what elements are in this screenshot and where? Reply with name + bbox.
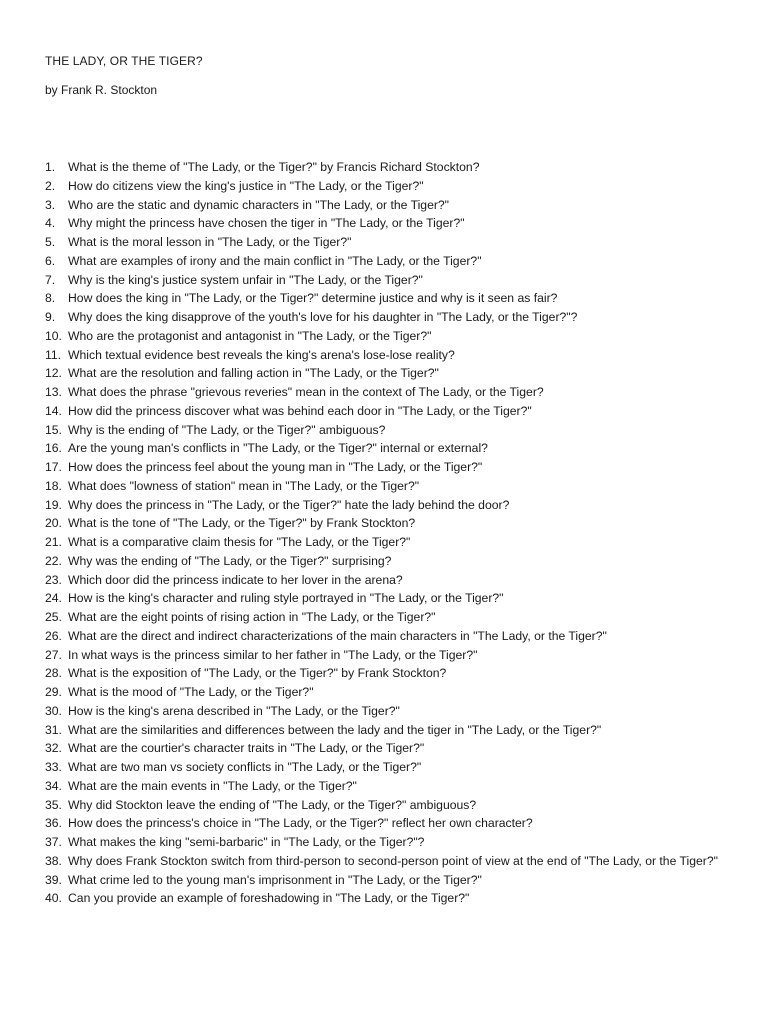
question-number: 35. [45, 797, 62, 812]
question-number: 21. [45, 535, 62, 549]
question-number: 27. [45, 647, 62, 662]
question-item [45, 702, 725, 721]
question-text: What is the theme of "The Lady, or the Tiger?" by Francis Richard Stockton? [68, 160, 480, 174]
question-text: In what ways is the princess similar to her father in "The Lady, or the Tiger?" [68, 647, 478, 662]
question-item [45, 421, 725, 440]
question-item [45, 627, 725, 646]
question-text: Why might the princess have chosen the tiger in "The Lady, or the Tiger?" [68, 216, 465, 231]
question-text: How does the princess's choice in "The Lady, or the Tiger?" reflect her own character? [68, 816, 533, 831]
question-number: 40. [45, 891, 62, 906]
question-text: Why does Frank Stockton switch from third-person to second-person point of view at the end of "The Lady, or the Tiger?" [68, 853, 718, 868]
question-item [45, 477, 725, 496]
question-item [45, 252, 725, 271]
question-number: 8. [45, 291, 56, 306]
question-number: 28. [45, 666, 62, 681]
question-item [45, 196, 725, 215]
question-number: 29. [45, 685, 62, 699]
question-item [45, 214, 725, 233]
question-text: Which textual evidence best reveals the king's arena's lose-lose reality? [68, 347, 455, 362]
question-item [45, 683, 725, 702]
question-item [45, 571, 725, 590]
question-number: 3. [45, 197, 56, 212]
question-item [45, 814, 725, 833]
question-item [45, 308, 725, 327]
question-item [45, 664, 725, 683]
question-item [45, 777, 725, 796]
question-number: 34. [45, 778, 62, 793]
question-number: 11. [45, 347, 62, 362]
question-item [45, 271, 725, 290]
question-item [45, 496, 725, 515]
question-item [45, 833, 725, 852]
question-number: 32. [45, 741, 62, 756]
question-text: What is the moral lesson in "The Lady, or the Tiger?" [68, 235, 352, 249]
question-text: What makes the king "semi-barbaric" in "The Lady, or the Tiger?"? [68, 835, 425, 849]
question-number: 24. [45, 591, 62, 606]
question-item [45, 383, 725, 402]
question-item [45, 458, 725, 477]
question-number: 1. [45, 160, 56, 174]
question-text: Can you provide an example of foreshadowing in "The Lady, or the Tiger?" [68, 891, 470, 906]
question-text: Who are the static and dynamic characters in "The Lady, or the Tiger?" [68, 197, 450, 212]
question-number: 30. [45, 703, 62, 718]
question-text: What does "lowness of station" mean in "The Lady, or the Tiger?" [68, 478, 420, 493]
question-number: 10. [45, 328, 62, 343]
question-text: What are the direct and indirect characterizations of the main characters in "The Lady, or the Tiger?" [68, 628, 607, 643]
question-item [45, 533, 725, 552]
question-item [45, 158, 725, 177]
question-text: Are the young man's conflicts in "The Lady, or the Tiger?" internal or external? [68, 441, 488, 456]
question-number: 39. [45, 872, 62, 887]
question-text: What are the similarities and differences between the lady and the tiger in "The Lady, or the Tiger?" [68, 722, 602, 737]
question-item [45, 552, 725, 571]
question-number: 18. [45, 478, 62, 493]
question-item [45, 739, 725, 758]
question-number: 5. [45, 235, 56, 249]
question-number: 12. [45, 366, 62, 381]
question-number: 14. [45, 403, 62, 418]
question-number: 2. [45, 178, 56, 193]
question-number: 26. [45, 628, 62, 643]
question-item [45, 177, 725, 196]
question-number: 4. [45, 216, 56, 231]
question-number: 25. [45, 610, 62, 624]
question-text: How does the king in "The Lady, or the Tiger?" determine justice and why is it seen as fair? [68, 291, 558, 306]
question-number: 33. [45, 760, 62, 774]
question-text: What are the resolution and falling action in "The Lady, or the Tiger?" [68, 366, 439, 381]
question-text: How does the princess feel about the young man in "The Lady, or the Tiger?" [68, 460, 483, 474]
question-number: 20. [45, 516, 62, 531]
question-text: Why is the king's justice system unfair in "The Lady, or the Tiger?" [68, 272, 423, 287]
question-number: 22. [45, 553, 62, 568]
question-item [45, 852, 725, 871]
question-text: What is the exposition of "The Lady, or the Tiger?" by Frank Stockton? [68, 666, 447, 681]
question-text: Why was the ending of "The Lady, or the Tiger?" surprising? [68, 553, 392, 568]
question-text: Who are the protagonist and antagonist in "The Lady, or the Tiger?" [68, 328, 432, 343]
question-item [45, 721, 725, 740]
question-text: Why does the princess in "The Lady, or the Tiger?" hate the lady behind the door? [68, 497, 510, 512]
question-text: What are two man vs society conflicts in "The Lady, or the Tiger?" [68, 760, 422, 774]
question-item [45, 364, 725, 383]
question-item [45, 514, 725, 533]
question-text: What are the eight points of rising action in "The Lady, or the Tiger?" [68, 610, 436, 624]
question-text: How is the king's arena described in "The Lady, or the Tiger?" [68, 703, 400, 718]
question-text: Which door did the princess indicate to her lover in the arena? [68, 572, 403, 587]
question-item [45, 327, 725, 346]
question-item [45, 758, 725, 777]
question-item [45, 608, 725, 627]
question-item [45, 889, 725, 908]
question-text: What is the mood of "The Lady, or the Tiger?" [68, 685, 314, 699]
question-item [45, 871, 725, 890]
question-text: Why is the ending of "The Lady, or the Tiger?" ambiguous? [68, 422, 386, 437]
question-text: What are the main events in "The Lady, or the Tiger?" [68, 778, 357, 793]
question-text: What is the tone of "The Lady, or the Tiger?" by Frank Stockton? [68, 516, 416, 531]
question-number: 15. [45, 422, 62, 437]
question-text: Why does the king disapprove of the youth's love for his daughter in "The Lady, or the Tiger?"? [68, 310, 578, 324]
question-text: Why did Stockton leave the ending of "The Lady, or the Tiger?" ambiguous? [68, 797, 477, 812]
question-item [45, 796, 725, 815]
question-list [45, 158, 725, 908]
question-number: 13. [45, 385, 62, 399]
document-byline: by Frank R. Stockton [45, 83, 158, 97]
question-number: 17. [45, 460, 62, 474]
question-text: What crime led to the young man's imprisonment in "The Lady, or the Tiger?" [68, 872, 482, 887]
question-item [45, 646, 725, 665]
question-item [45, 233, 725, 252]
question-item [45, 346, 725, 365]
question-number: 9. [45, 310, 56, 324]
question-item [45, 439, 725, 458]
question-text: How is the king's character and ruling style portrayed in "The Lady, or the Tiger?" [68, 591, 504, 606]
question-number: 36. [45, 816, 62, 831]
question-number: 7. [45, 272, 56, 287]
question-text: What does the phrase "grievous reveries" mean in the context of The Lady, or the Tiger? [68, 385, 544, 399]
question-text: What is a comparative claim thesis for "The Lady, or the Tiger?" [68, 535, 411, 549]
question-text: What are examples of irony and the main conflict in "The Lady, or the Tiger?" [68, 253, 482, 268]
question-text: How do citizens view the king's justice in "The Lady, or the Tiger?" [68, 178, 424, 193]
question-text: What are the courtier's character traits in "The Lady, or the Tiger?" [68, 741, 425, 756]
question-number: 19. [45, 497, 62, 512]
question-number: 6. [45, 253, 56, 268]
question-item [45, 289, 725, 308]
question-item [45, 589, 725, 608]
question-number: 38. [45, 853, 62, 868]
question-number: 31. [45, 722, 62, 737]
document-title: THE LADY, OR THE TIGER? [45, 54, 203, 68]
question-item [45, 402, 725, 421]
question-number: 23. [45, 572, 62, 587]
question-number: 16. [45, 441, 62, 456]
question-text: How did the princess discover what was behind each door in "The Lady, or the Tiger?" [68, 403, 532, 418]
question-number: 37. [45, 835, 62, 849]
